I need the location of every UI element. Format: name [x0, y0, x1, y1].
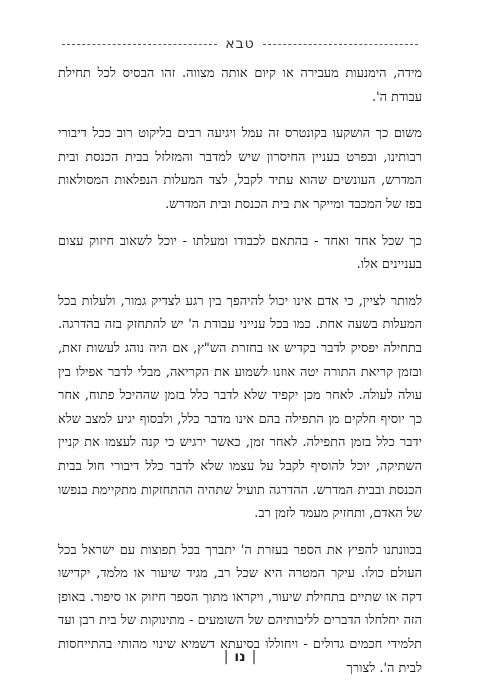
page-number: נו: [234, 649, 246, 665]
paragraph: כך שכל אחד ואחד - בהתאם לכבודו ומעלתו - יוכל לשאוב חיזוק עצום בעניינים אלו.: [58, 233, 422, 273]
page-body: [58, 62, 422, 693]
header-rule-right: [263, 44, 418, 45]
footer-bar-left: |: [223, 649, 229, 665]
page-footer: [0, 649, 480, 665]
paragraph: משום כך הושקעו בקונטרס זה עמל ויגיעה רבים בליקוט רוב ככל דיבורי רבותינו, ובפרט בעניין החיסרון שיש למדבר והמזלזל בבית הכנסת ובית המדרש, העונשים שהוא עתיד לקבל, לצד המעלות הנפלאות המסולאות בפז של המכבד ומייקר את בית הכנסת ובית המדרש.: [58, 126, 422, 212]
header-title: טבא: [225, 36, 255, 52]
paragraph: למותר לציין, כי אדם אינו יכול להיהפך בין רגע לצדיק גמור, ולעלות בכל המעלות בשעה אחת. כמו בכל ענייני עבודת ה' יש להתחזק בזה בהדרגה. בתחילה יפסיק לדבר בקדיש או בחזרת הש"ץ, אם היה נוהג לעשות זאת, ובזמן קריאת התורה יטה אוזנו לשמוע את הקריאה, מבלי לדבר אפילו בין עולה לעולה. לאחר מכן יקפיד שלא לדבר כלל בזמן שההיכל פתוח, אחר כך יוסיף חלקים מן התפילה בהם אינו מדבר כלל, ולבסוף יגיע למצב שלא ידבר כלל בזמן התפילה. לאחר זמן, כאשר ירגיש כי קנה לעצמו את קניין השתיקה, יוכל להוסיף לקבל על עצמו שלא לדבר כלל דיבורי חול בבית הכנסת ובבית המדרש. ההדרגה תועיל שתהיה ההתחזקות מתקיימת בנפשו של האדם, ותחזיק מעמד לזמן רב.: [58, 293, 422, 522]
running-header: [62, 36, 418, 52]
paragraph: מידה, הימנעות מעבירה או קיום אותה מצווה. זהו הבסיס לכל תחילת עבודת ה'.: [58, 66, 422, 105]
header-rule-left: [62, 44, 217, 45]
footer-bar-right: |: [251, 649, 257, 665]
paragraph: בכוונתנו להפיץ את הספר בעזרת ה' יתברך בכל תפוצות עם ישראל בכל העולם כולו. עיקר המטרה היא שכל רב, מגיד שיעור או מלמד, יקדישו דקה או שתיים בתחילת שיעור, ויקראו מתוך הספר חיזוק או סיפור. באופן הזה יחלחלו הדברים לליבותיהם של השומעים - מתינוקות של בית רבן ועד תלמידי חכמים גדולים - ויחוללו בסיעתא דשמיא שינוי מהותי בהתייחסות לבית ה'. לצורך: [58, 542, 422, 676]
